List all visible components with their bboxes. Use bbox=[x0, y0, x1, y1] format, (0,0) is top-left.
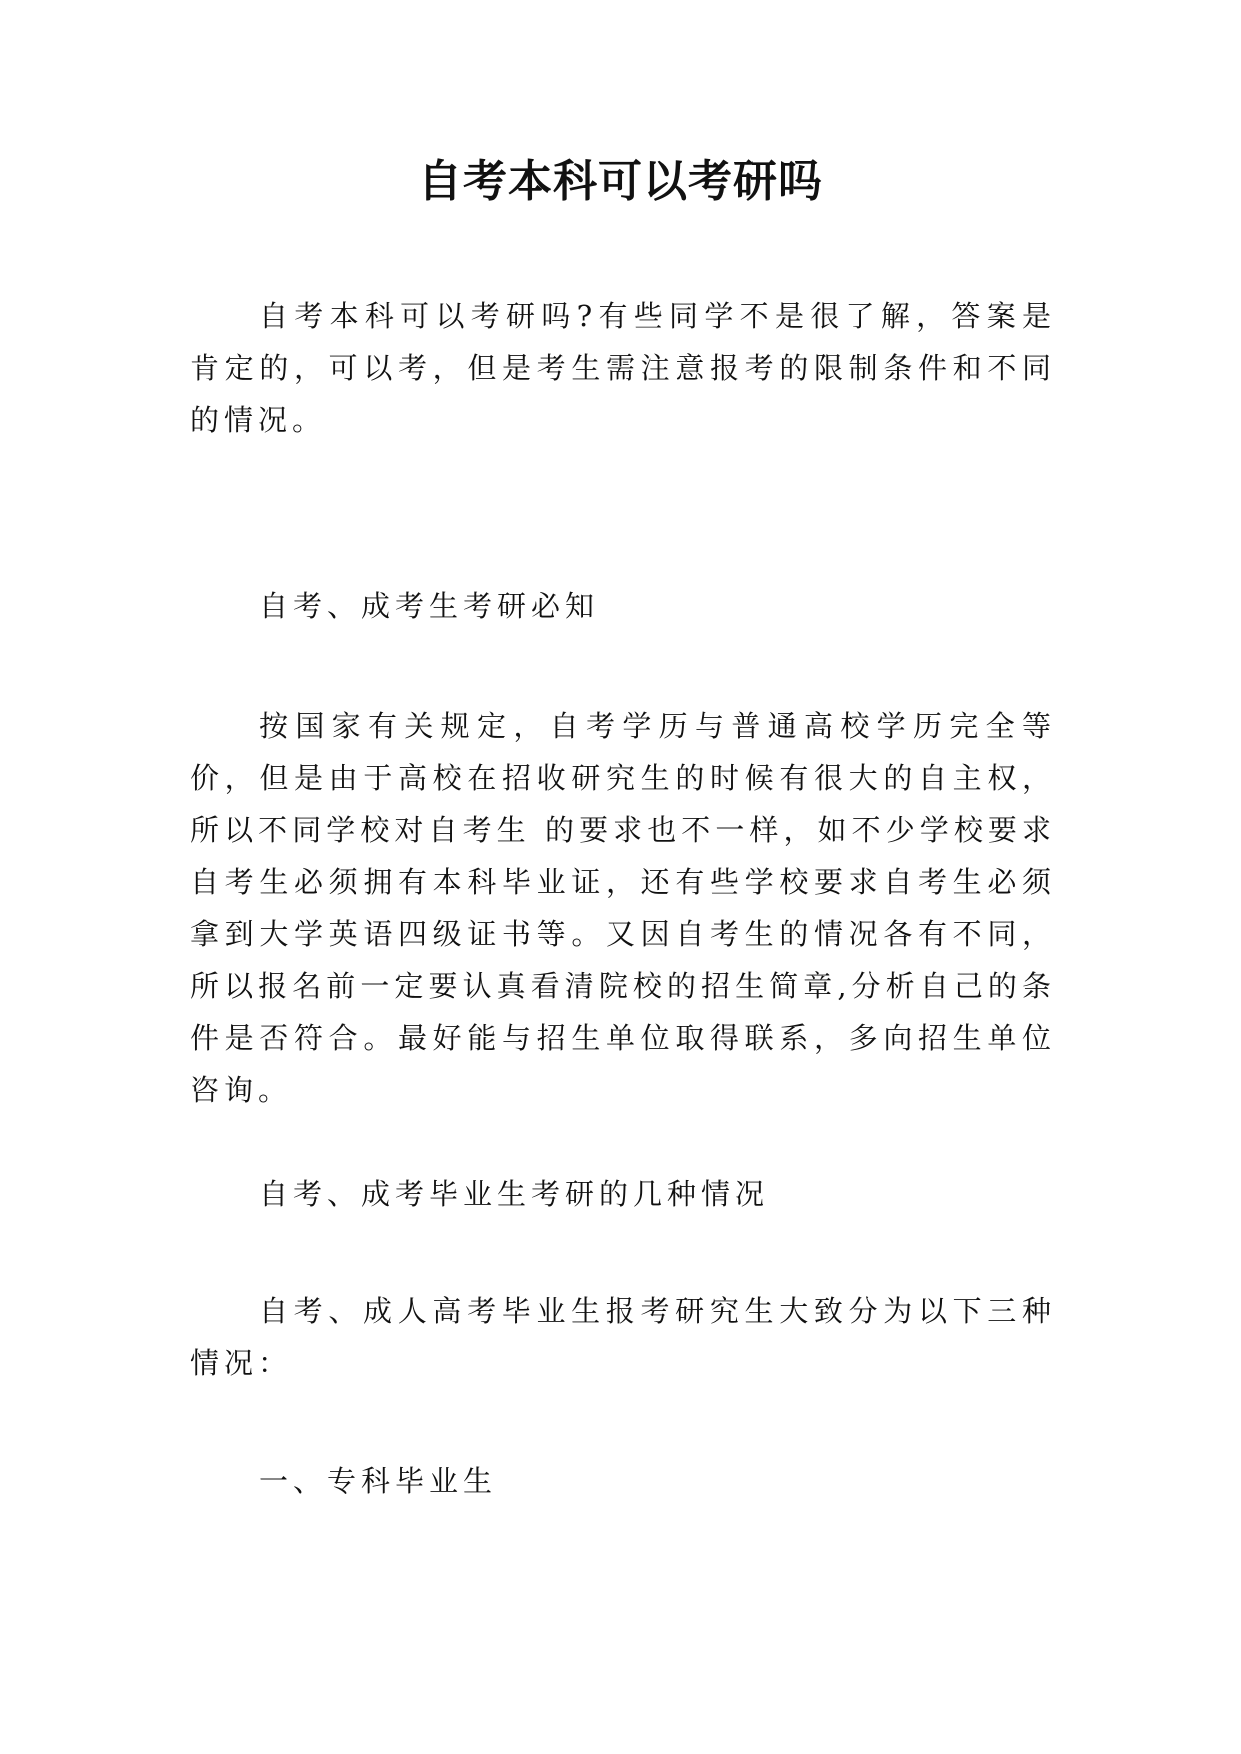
situations-intro-paragraph: 自考、成人高考毕业生报考研究生大致分为以下三种情况： bbox=[190, 1294, 1056, 1380]
subheading-junior-college-graduates: 一、专科毕业生 bbox=[259, 1464, 498, 1498]
document-title: 自考本科可以考研吗 bbox=[418, 156, 823, 207]
section-heading-exam-notes: 自考、成考生考研必知 bbox=[259, 589, 600, 623]
section-heading-situations: 自考、成考毕业生考研的几种情况 bbox=[259, 1177, 770, 1211]
regulation-paragraph: 按国家有关规定，自考学历与普通高校学历完全等价，但是由于高校在招收研究生的时候有很大的自主权，所以不同学校对自考生 的要求也不一样，如不少学校要求自考生必须拥有本科毕业证，还有些学校要求自考生必须拿到大学英语四级证书等。又因自考生的情况各有不同，所以报名前一定要认真看清院校的招生简章,分析自己的条件是否符合。最好能与招生单位取得联系，多向招生单位咨询。 bbox=[190, 709, 1056, 1107]
intro-paragraph: 自考本科可以考研吗?有些同学不是很了解，答案是肯定的，可以考，但是考生需注意报考的限制条件和不同的情况。 bbox=[190, 299, 1056, 437]
